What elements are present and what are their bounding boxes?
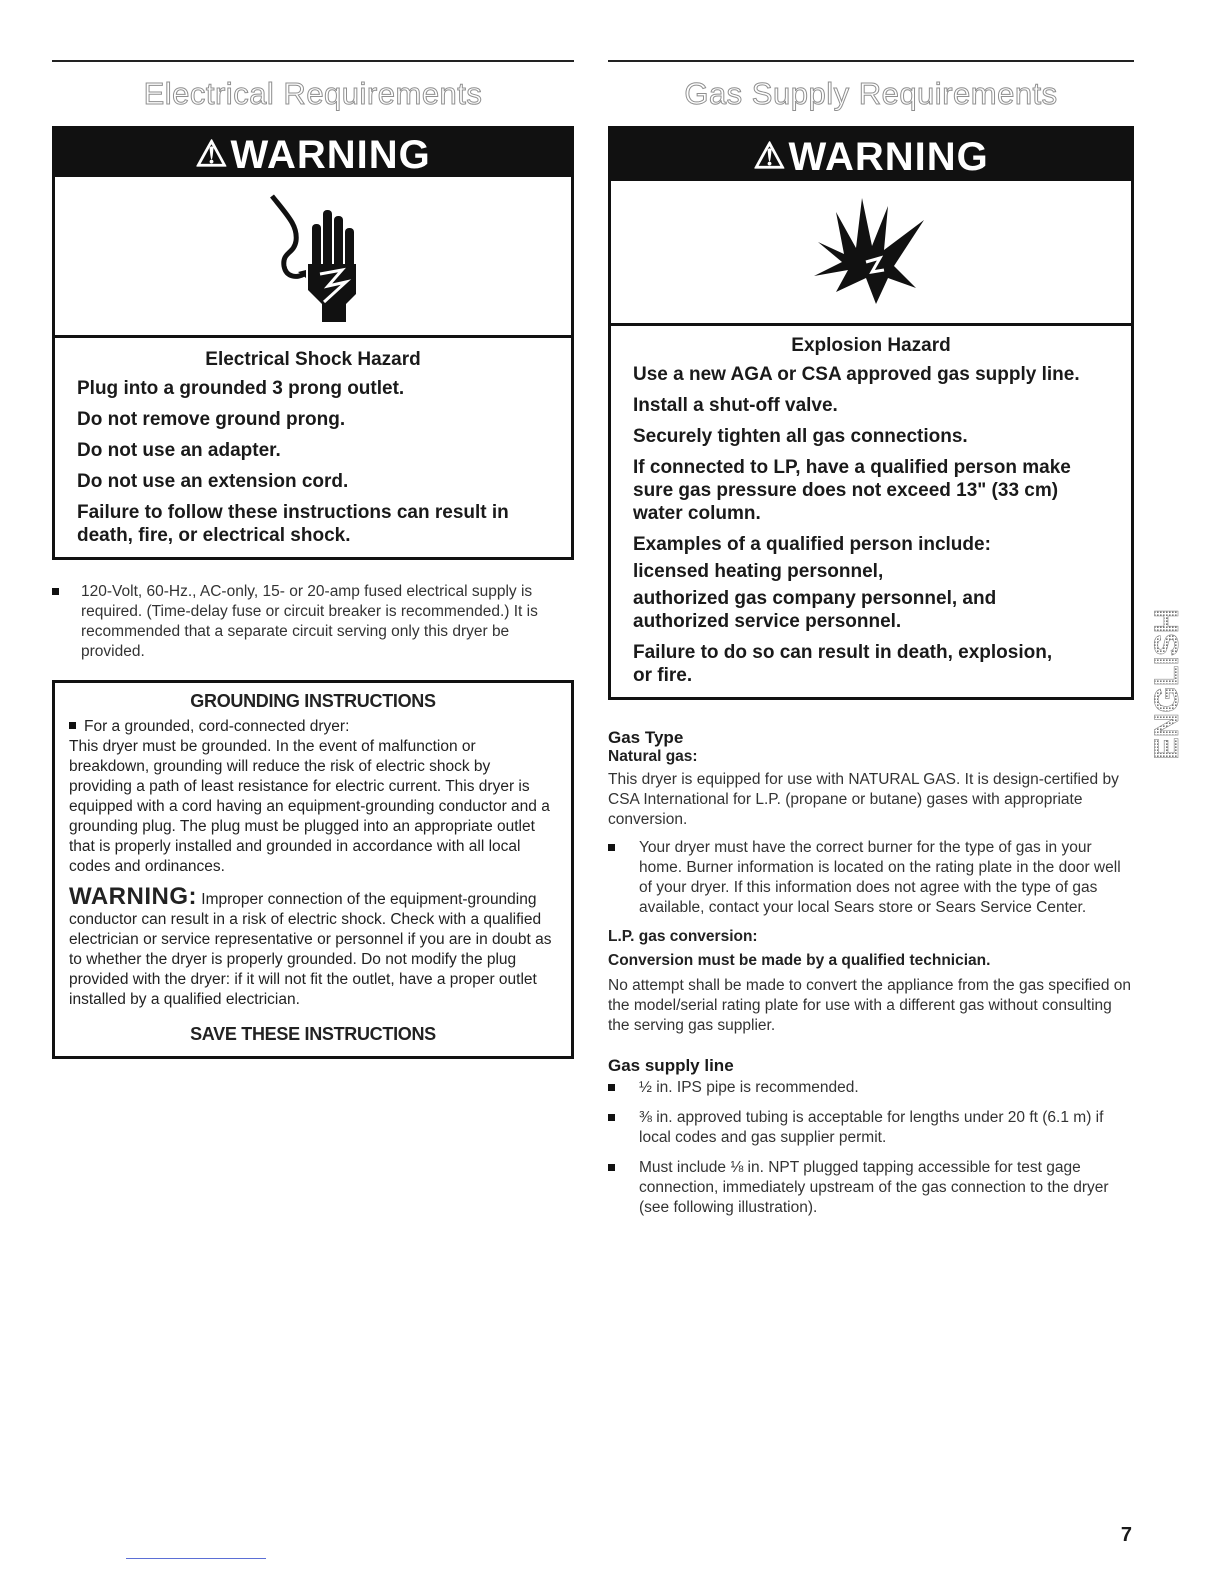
warning-line: Do not use an extension cord. xyxy=(77,471,349,492)
grounding-bullet-text: For a grounded, cord-connected dryer: xyxy=(84,718,350,735)
grounding-bullet xyxy=(69,717,557,737)
english-tab-graphic xyxy=(1148,566,1186,762)
shock-pictogram xyxy=(55,177,571,338)
hazard-title: Electrical Shock Hazard xyxy=(205,349,421,370)
warning-line: Plug into a grounded 3 prong outlet. xyxy=(77,378,405,399)
save-instructions: SAVE THESE INSTRUCTIONS xyxy=(190,1024,436,1044)
warning-line: Do not use an adapter. xyxy=(77,440,281,461)
bullet-text: Your dryer must have the correct burner for the type of gas in your home. Burner information is located on the rating plate in the door well of your dryer. If this information does not agree with the type of gas available, contact your local Sears store or Sears Service Center. xyxy=(639,839,1121,916)
grounding-heading: GROUNDING INSTRUCTIONS xyxy=(190,691,436,711)
warning-label: WARNING xyxy=(230,133,431,177)
grounding-warning xyxy=(69,883,557,1010)
warning-banner xyxy=(611,129,1131,181)
warning-line: Securely tighten all gas connections. xyxy=(633,426,968,447)
supply-bullet xyxy=(608,1108,1134,1148)
supply-bullet xyxy=(608,1158,1134,1218)
electrical-supply-bullet xyxy=(52,582,574,662)
warning-line: Use a new AGA or CSA approved gas supply line. xyxy=(633,364,1080,385)
hazard-title: Explosion Hazard xyxy=(791,335,951,356)
gas-section xyxy=(608,60,1134,1218)
warning-line: Do not remove ground prong. xyxy=(77,409,346,430)
electrical-section xyxy=(52,60,574,1059)
grounding-body: This dryer must be grounded. In the event of malfunction or breakdown, grounding will reduce the risk of electric shock by providing a path of least resistance for electric current. This dryer is equipped with a cord having an equipment-grounding conductor and a grounding plug. The plug must be plugged into an appropriate outlet that is properly installed and grounded in accordance with all local codes and ordinances. xyxy=(69,738,550,875)
bullet-text: ½ in. IPS pipe is recommended. xyxy=(639,1079,859,1096)
bullet-text: Must include ⅛ in. NPT plugged tapping accessible for test gage connection, immediately upstream of the gas connection to the dryer (see following illustration). xyxy=(639,1159,1109,1216)
side-tab-label: ENGLISH xyxy=(1148,608,1186,760)
language-side-tab xyxy=(1148,566,1186,762)
gas-type-section xyxy=(608,728,1134,1036)
gas-warning-box xyxy=(608,126,1134,700)
warning-label: WARNING xyxy=(788,135,989,179)
section-title-gas: Gas Supply Requirements xyxy=(684,76,1058,111)
examples-intro: Examples of a qualified person include: xyxy=(633,534,991,555)
gas-supply-line-section xyxy=(608,1056,1134,1218)
page-number: 7 xyxy=(1120,1524,1132,1546)
grounding-instructions-box xyxy=(52,680,574,1059)
warning-triangle-icon: ⚠ xyxy=(753,135,787,176)
explosion-icon xyxy=(796,192,946,312)
gas-warning-text xyxy=(611,326,1131,697)
top-rule xyxy=(52,60,574,62)
natural-gas-body: This dryer is equipped for use with NATURAL GAS. It is design-certified by CSA International for L.P. (propane or butane) gases with appropriate conversion. xyxy=(608,771,1119,828)
top-rule xyxy=(608,60,1134,62)
supply-line-heading: Gas supply line xyxy=(608,1056,734,1075)
electric-shock-hand-icon xyxy=(258,186,368,326)
bullet-square-icon xyxy=(608,1084,615,1091)
lp-conversion-body: No attempt shall be made to convert the appliance from the gas specified on the model/serial rating plate for use with a different gas without consulting the serving gas supplier. xyxy=(608,977,1131,1034)
grounding-warning-text: Improper connection of the equipment-grounding conductor can result in a risk of electric shock. Check with a qualified electrician or service representative or personnel if you are in doubt as to whether the dryer is properly grounded. Do not modify the plug provided with the dryer: if it will not fit the outlet, have a proper outlet installed by a qualified electrician. xyxy=(69,891,552,1008)
section-title-electrical: Electrical Requirements xyxy=(143,76,483,111)
bullet-text: 120-Volt, 60-Hz., AC-only, 15- or 20-amp fused electrical supply is required. (Time-delay fuse or circuit breaker is recommended.) It is recommended that a separate circuit serving only this dryer be provided. xyxy=(81,583,538,660)
bullet-text: ⅜ in. approved tubing is acceptable for lengths under 20 ft (6.1 m) if local codes and gas supplier permit. xyxy=(639,1109,1104,1146)
example-item: authorized gas company personnel, and xyxy=(633,588,997,609)
bullet-square-icon xyxy=(608,1114,615,1121)
bullet-square-icon xyxy=(52,588,59,595)
lp-conversion-label: L.P. gas conversion: xyxy=(608,928,758,945)
bullet-square-icon xyxy=(608,844,615,851)
electrical-warning-text xyxy=(55,338,571,557)
warning-line: Install a shut-off valve. xyxy=(633,395,838,416)
failure-line: Failure to do so can result in death, explosion, or fire. xyxy=(633,642,1053,686)
example-item: authorized service personnel. xyxy=(633,611,902,632)
warning-triangle-icon: ⚠ xyxy=(195,133,229,174)
warning-line: If connected to LP, have a qualified person make sure gas pressure does not exceed 13" (33 cm) water column. xyxy=(633,457,1071,524)
footer-rule xyxy=(126,1558,266,1559)
gas-type-heading: Gas Type xyxy=(608,728,684,747)
warning-banner xyxy=(55,129,571,177)
natural-gas-label: Natural gas: xyxy=(608,748,698,765)
burner-bullet xyxy=(608,838,1134,918)
explosion-pictogram xyxy=(611,181,1131,326)
lp-conversion-bold: Conversion must be made by a qualified technician. xyxy=(608,952,991,969)
example-item: licensed heating personnel, xyxy=(633,561,884,582)
warning-word: WARNING: xyxy=(69,883,197,910)
electrical-warning-box xyxy=(52,126,574,560)
supply-bullet xyxy=(608,1078,1134,1098)
bullet-square-icon xyxy=(69,722,76,729)
bullet-square-icon xyxy=(608,1164,615,1171)
warning-line: Failure to follow these instructions can result in death, fire, or electrical shock. xyxy=(77,502,509,546)
